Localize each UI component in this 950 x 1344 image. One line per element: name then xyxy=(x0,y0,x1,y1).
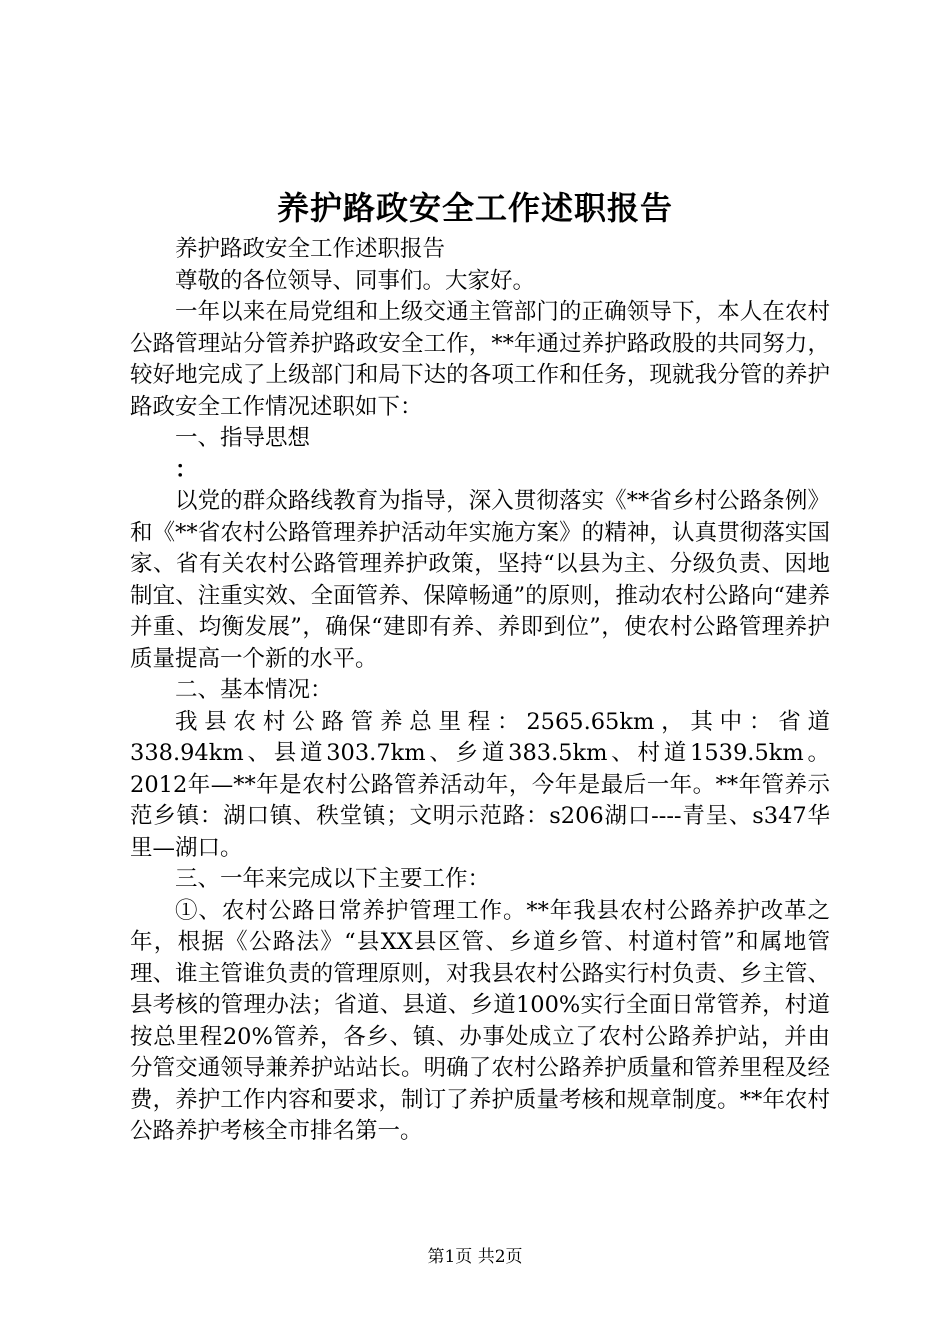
section-heading-basic-situation: 二、基本情况： xyxy=(175,677,333,703)
paragraph-basic-situation: 我县农村公路管养总里程：2565.65km，其中：省道338.94km、县道303.7km、乡道383.5km、村道1539.5km。2012年—**年是农村公路管养活动年，今年是最后一年。**年管养示范乡镇：湖口镇、秩堂镇；文明示范路：s206湖口----青呈、s347华里—湖口。 xyxy=(130,708,830,861)
paragraph-colon: ： xyxy=(175,456,198,483)
section-heading-main-work: 三、一年来完成以下主要工作： xyxy=(175,866,491,892)
document-title: 养护路政安全工作述职报告 xyxy=(276,189,673,227)
paragraph-greeting: 尊敬的各位领导、同事们。大家好。 xyxy=(175,267,536,294)
page-footer: 第1页 共2页 xyxy=(427,1247,523,1267)
paragraph-intro: 一年以来在局党组和上级交通主管部门的正确领导下，本人在农村公路管理站分管养护路政安全工作，**年通过养护路政股的共同努力，较好地完成了上级部门和局下达的各项工作和任务，现就我分管的养护路政安全工作情况述职如下： xyxy=(130,299,830,420)
paragraph-main-work-1: ①、农村公路日常养护管理工作。**年我县农村公路养护改革之年，根据《公路法》“县XX县区管、乡道乡管、村道村管”和属地管理、谁主管谁负责的管理原则，对我县农村公路实行村负责、乡主管、县考核的管理办法；省道、县道、乡道100%实行全面日常管养，村道按总里程20%管养，各乡、镇、办事处成立了农村公路养护站，并由分管交通领导兼养护站站长。明确了农村公路养护质量和管养里程及经费，养护工作内容和要求，制订了养护质量考核和规章制度。**年农村公路养护考核全市排名第一。 xyxy=(130,897,830,1144)
section-heading-guiding-ideology: 一、指导思想 xyxy=(175,425,311,451)
document-body xyxy=(130,234,830,1148)
paragraph-subtitle: 养护路政安全工作述职报告 xyxy=(175,236,446,262)
paragraph-guiding-ideology: 以党的群众路线教育为指导，深入贯彻落实《**省乡村公路条例》和《**省农村公路管理养护活动年实施方案》的精神，认真贯彻落实国家、省有关农村公路管理养护政策，坚持“以县为主、分级负责、因地制宜、注重实效、全面管养、保障畅通”的原则，推动农村公路向“建养并重、均衡发展”，确保“建即有养、养即到位”，使农村公路管理养护质量提高一个新的水平。 xyxy=(130,488,830,672)
